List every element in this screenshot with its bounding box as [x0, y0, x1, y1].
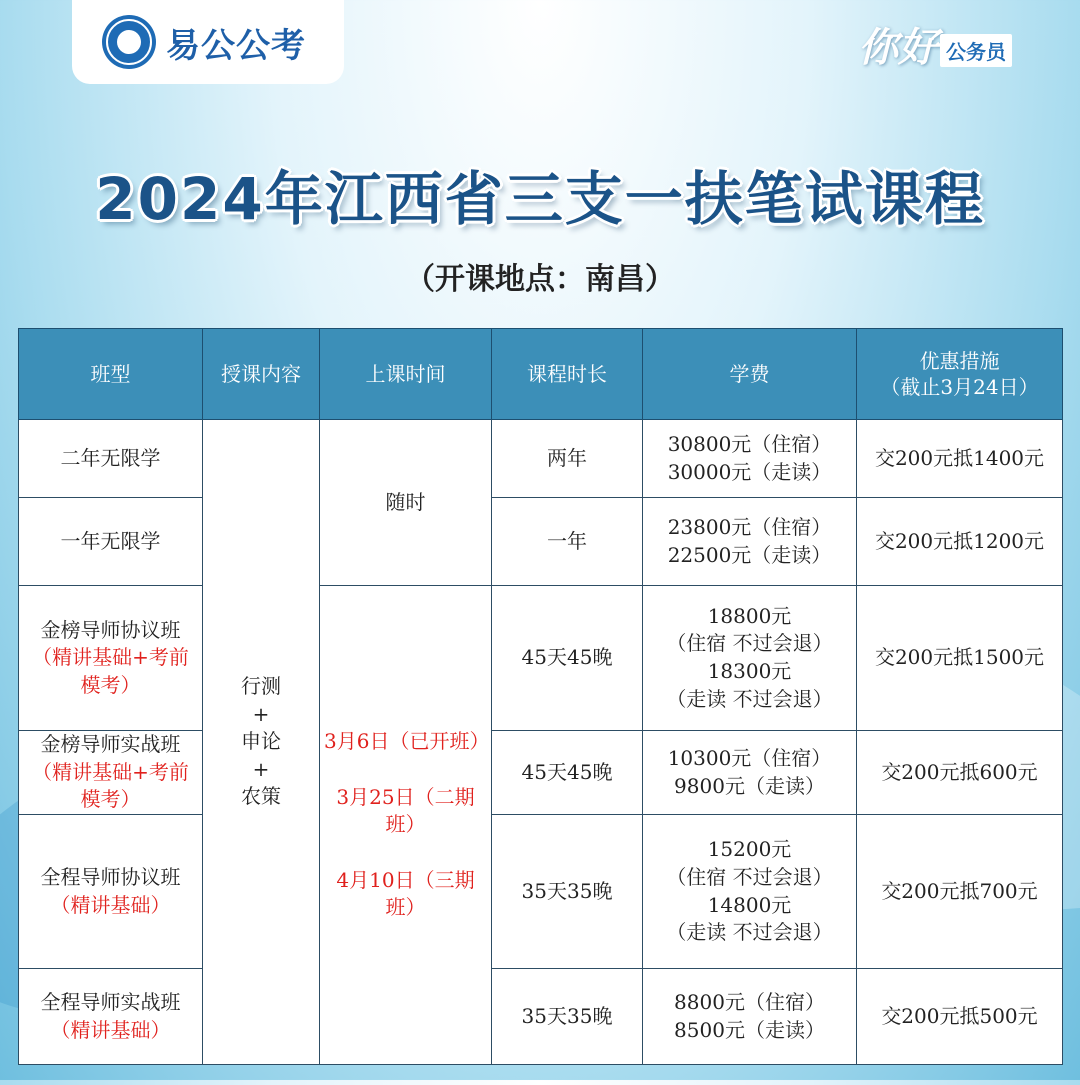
content-part: +	[252, 756, 270, 781]
discount-cell: 交200元抵700元	[857, 815, 1063, 969]
table-row	[19, 420, 1063, 498]
fee-line: 15200元	[707, 837, 792, 862]
discount-cell: 交200元抵600元	[857, 731, 1063, 815]
table-header-row	[19, 329, 1063, 420]
header-discount-line1: 优惠措施	[919, 349, 1000, 373]
logo-emblem-icon	[102, 15, 156, 69]
class-note: （精讲基础）	[50, 1017, 171, 1042]
brand-script: 你好	[858, 24, 938, 71]
class-name: 一年无限学	[19, 498, 203, 586]
class-name: 金榜导师协议班	[40, 617, 181, 642]
duration-cell: 45天45晚	[492, 731, 643, 815]
class-name: 全程导师实战班	[40, 989, 181, 1014]
header-discount	[857, 329, 1063, 420]
header-class-type: 班型	[19, 329, 203, 420]
class-note: （精讲基础+考前模考）	[32, 759, 189, 812]
fee-line: （住宿 不过会退）	[666, 864, 833, 889]
content-part: 行测	[241, 674, 281, 699]
header-content: 授课内容	[203, 329, 320, 420]
class-name: 全程导师协议班	[40, 864, 181, 889]
fee-line: 10300元（住宿）	[667, 745, 832, 770]
fee-line: 22500元（走读）	[667, 542, 832, 567]
fee-line: （走读 不过会退）	[666, 686, 833, 711]
table-row	[19, 969, 1063, 1065]
class-note: （精讲基础）	[50, 892, 171, 917]
fee-line: 18800元	[707, 603, 792, 628]
fee-cell	[643, 586, 857, 731]
table-row	[19, 731, 1063, 815]
duration-cell: 两年	[492, 420, 643, 498]
page-subtitle: （开课地点：南昌）	[405, 262, 675, 297]
fee-line: 9800元（走读）	[674, 773, 825, 798]
class-name-cell	[19, 969, 203, 1065]
table-row	[19, 815, 1063, 969]
discount-cell: 交200元抵1400元	[857, 420, 1063, 498]
schedule-term: 4月10日（三期班）	[336, 867, 475, 920]
fee-cell	[643, 731, 857, 815]
fee-line: 8800元（住宿）	[674, 989, 825, 1014]
class-name: 二年无限学	[19, 420, 203, 498]
page-title: 2024年江西省三支一扶笔试课程	[95, 165, 985, 233]
class-name-cell	[19, 815, 203, 969]
header-discount-line2: （截止3月24日）	[880, 375, 1039, 399]
discount-cell: 交200元抵1200元	[857, 498, 1063, 586]
duration-cell: 35天35晚	[492, 969, 643, 1065]
content-part: 农策	[241, 784, 281, 809]
discount-cell: 交200元抵500元	[857, 969, 1063, 1065]
schedule-terms-cell	[320, 586, 492, 1065]
fee-line: 30000元（走读）	[667, 459, 832, 484]
schedule-term: 3月25日（二期班）	[336, 784, 475, 837]
header-fee: 学费	[643, 329, 857, 420]
class-note: （精讲基础+考前模考）	[32, 645, 189, 697]
duration-cell: 35天35晚	[492, 815, 643, 969]
header-schedule: 上课时间	[320, 329, 492, 420]
class-name-cell	[19, 731, 203, 815]
fee-line: 8500元（走读）	[674, 1017, 825, 1042]
fee-line: 18300元	[707, 659, 792, 683]
schedule-term: 3月6日（已开班）	[324, 729, 490, 754]
logo-text: 易公公考	[166, 25, 306, 66]
fee-cell	[643, 420, 857, 498]
table-row	[19, 586, 1063, 731]
content-part: 申论	[241, 729, 281, 754]
logo-badge	[72, 0, 344, 84]
schedule-anytime: 随时	[320, 420, 492, 586]
fee-cell	[643, 815, 857, 969]
table-row	[19, 498, 1063, 586]
content-cell	[203, 420, 320, 1065]
class-name: 金榜导师实战班	[40, 732, 181, 757]
fee-line: （走读 不过会退）	[666, 920, 833, 945]
fee-cell	[643, 498, 857, 586]
fee-line: （住宿 不过会退）	[666, 631, 833, 656]
content-part: +	[252, 701, 270, 726]
fee-line: 14800元	[707, 892, 792, 917]
fee-line: 23800元（住宿）	[667, 514, 832, 539]
discount-cell: 交200元抵1500元	[857, 586, 1063, 731]
header-duration: 课程时长	[492, 329, 643, 420]
class-name-cell	[19, 586, 203, 731]
brand-mark	[858, 16, 1012, 73]
fee-cell	[643, 969, 857, 1065]
brand-tag: 公务员	[940, 34, 1012, 67]
duration-cell: 45天45晚	[492, 586, 643, 731]
course-table	[18, 328, 1063, 1065]
duration-cell: 一年	[492, 498, 643, 586]
fee-line: 30800元（住宿）	[667, 431, 832, 456]
